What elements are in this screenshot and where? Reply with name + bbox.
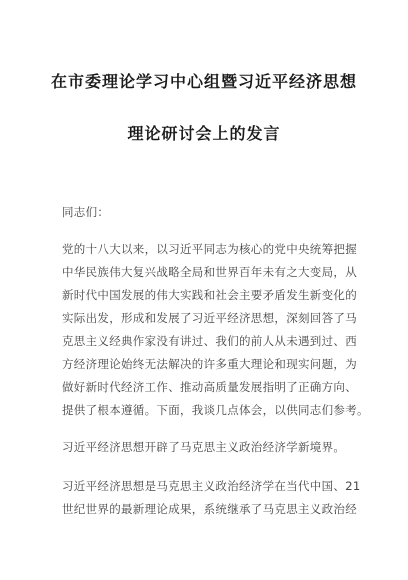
paragraph-2: 习近平经济思想开辟了马克思主义政治经济学新境界。: [62, 440, 346, 454]
salutation: 同志们：: [62, 205, 110, 219]
paragraph-1-line: 中华民族伟大复兴战略全局和世界百年未有之大变局，从: [62, 265, 357, 279]
paragraph-1-line: 提供了根本遵循。下面，我谈几点体会，以供同志们参考。: [62, 403, 369, 417]
paragraph-3-line: 世纪世界的最新理论成果，系统继承了马克思主义政治经: [62, 502, 357, 516]
document-title-line-2: 理论研讨会上的发言: [127, 124, 281, 143]
paragraph-1-line: 做好新时代经济工作、推动高质量发展指明了正确方向、: [62, 380, 357, 394]
document-title-line-1: 在市委理论学习中心组暨习近平经济思想: [50, 72, 357, 91]
paragraph-1-line: 党的十八大以来，以习近平同志为核心的党中央统筹把握: [62, 242, 357, 256]
paragraph-1-line: 克思主义经典作家没有讲过、我们的前人从未遇到过、西: [62, 334, 357, 348]
paragraph-1-line: 新时代中国发展的伟大实践和社会主要矛盾发生新变化的: [62, 288, 357, 302]
paragraph-3-line: 习近平经济思想是马克思主义政治经济学在当代中国、21: [62, 479, 361, 493]
paragraph-1-line: 实际出发，形成和发展了习近平经济思想，深刻回答了马: [62, 311, 357, 325]
paragraph-1-line: 方经济理论始终无法解决的许多重大理论和现实问题，为: [62, 357, 357, 371]
